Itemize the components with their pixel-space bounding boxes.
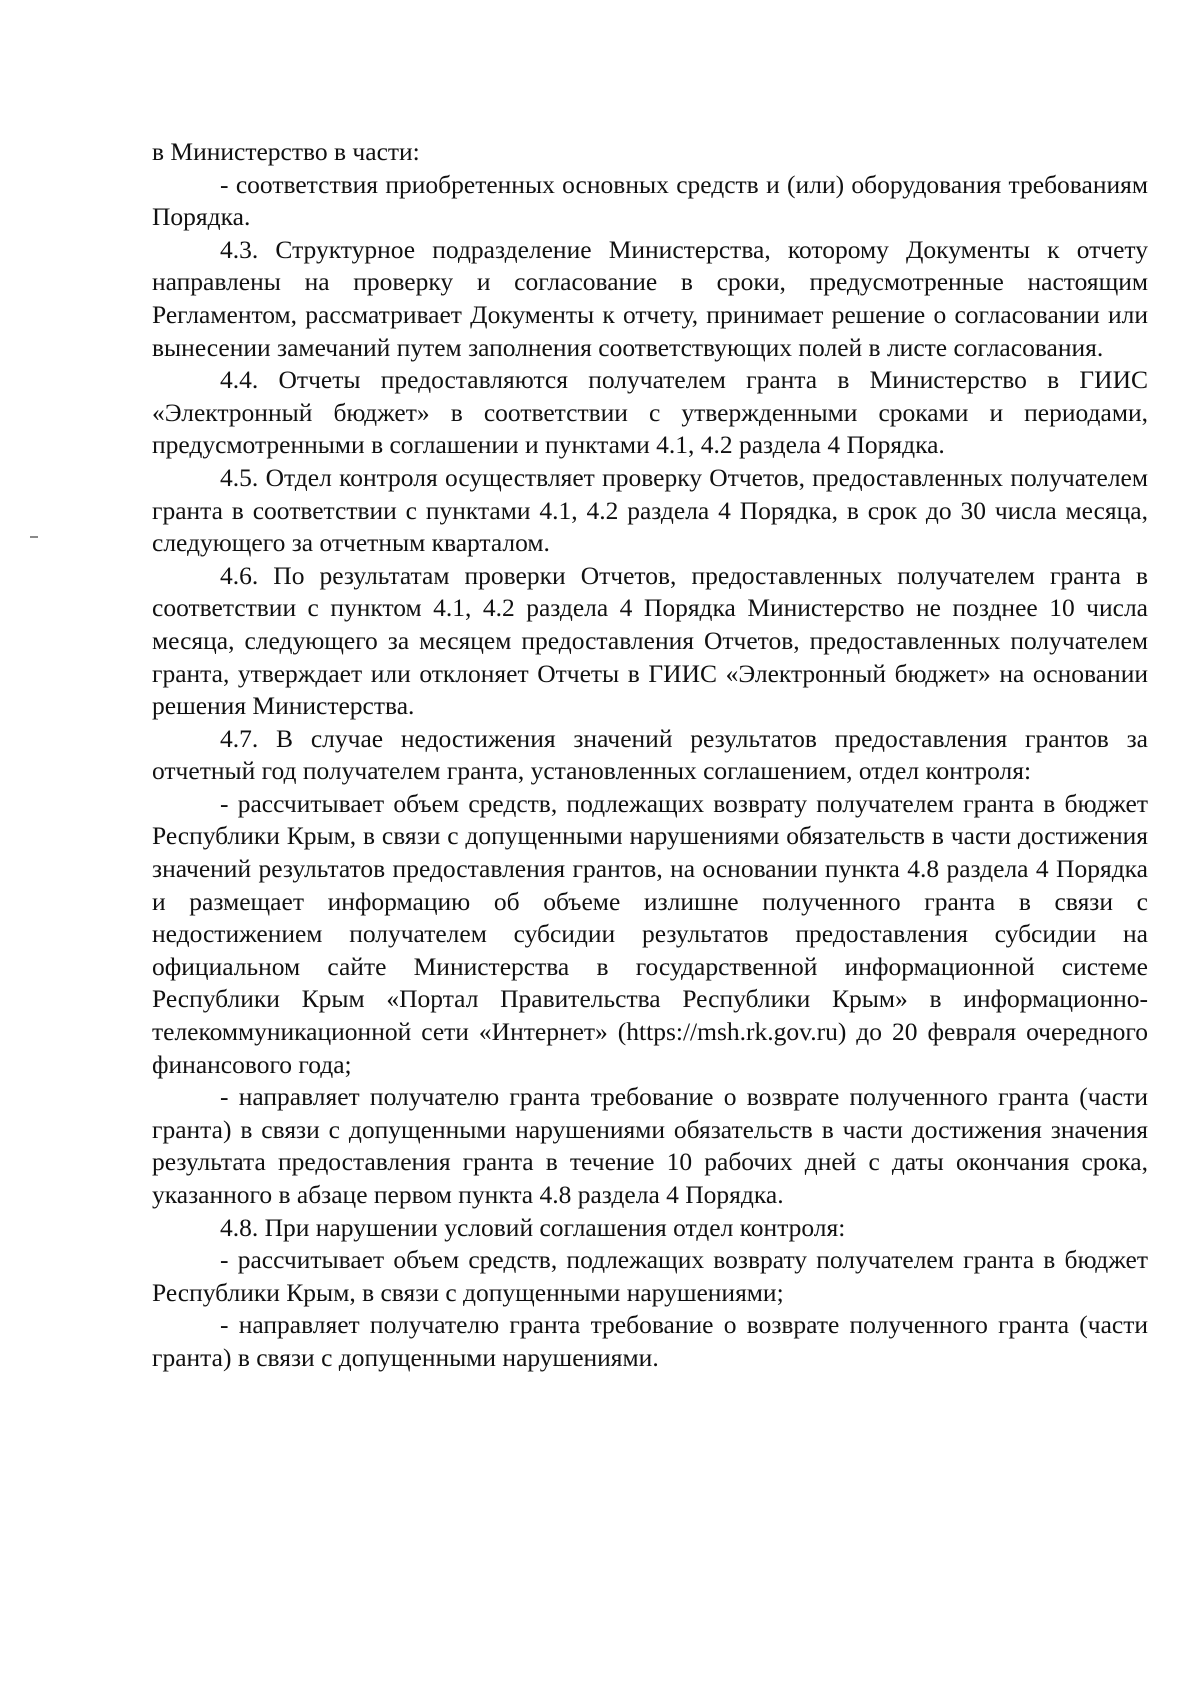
paragraph-4-8: 4.8. При нарушении условий соглашения отдел контроля: [220,1212,846,1242]
paragraph-4-8-requirement: - направляет получателю гранта требование о возврате полученного гранта (части гранта) в связи с допущенными нарушениями. [152,1310,1148,1372]
paragraph-4-7: 4.7. В случае недостижения значений результатов предоставления грантов за отчетный год получателем гранта, установленных соглашением, отдел контроля: [152,723,1148,786]
paragraph-equipment-compliance: - соответствия приобретенных основных средств и (или) оборудования требованиям Порядка. [152,169,1148,232]
paragraph-4-4: 4.4. Отчеты предоставляются получателем гранта в Министерство в ГИИС «Электронный бюджет» в соответствии с утвержденными сроками и периодами, предусмотренными в соглашении и пунктами 4.1, 4.2 раздела 4 Порядка. [152,365,1148,460]
paragraph-4-8-calculation: - рассчитывает объем средств, подлежащих возврату получателем гранта в бюджет Республики Крым, в связи с допущенными нарушениями; [152,1245,1148,1307]
document-body [152,136,1148,1375]
paragraph-4-7-calculation: - рассчитывает объем средств, подлежащих возврату получателем гранта в бюджет Республики Крым, в связи с допущенными нарушениями обязательств в части достижения значений результатов предоставления грантов, на основании пункта 4.8 раздела 4 Порядка и размещает информацию об объеме излишне полученного гранта в связи с недостижением получателем субсидии результатов предоставления субсидии на официальном сайте Министерства в государственной информационной системе Республики Крым «Портал Правительства Республики Крым» в информационно-телекоммуникационной сети «Интернет» (https://msh.rk.gov.ru) до 20 февраля очередного финансового года; [152,788,1148,1079]
paragraph-4-6: 4.6. По результатам проверки Отчетов, предоставленных получателем гранта в соответствии с пунктом 4.1, 4.2 раздела 4 Порядка Министерство не позднее 10 числа месяца, следующего за месяцем предоставления Отчетов, предоставленных получателем гранта, утверждает или отклоняет Отчеты в ГИИС «Электронный бюджет» на основании решения Министерства. [152,560,1148,721]
paragraph-4-5: 4.5. Отдел контроля осуществляет проверку Отчетов, предоставленных получателем гранта в соответствии с пунктами 4.1, 4.2 раздела 4 Порядка, в срок до 30 числа месяца, следующего за отчетным кварталом. [152,462,1148,558]
paragraph-ministry-part: в Министерство в части: [152,137,420,166]
paragraph-4-7-requirement: - направляет получателю гранта требование о возврате полученного гранта (части гранта) в связи с допущенными нарушениями обязательств в части достижения значения результата предоставления гранта в течение 10 рабочих дней с даты окончания срока, указанного в абзаце первом пункта 4.8 раздела 4 Порядка. [152,1082,1148,1209]
scan-artifact-mark [30,536,38,538]
paragraph-4-3: 4.3. Структурное подразделение Министерства, которому Документы к отчету направлены на проверку и согласование в сроки, предусмотренные настоящим Регламентом, рассматривает Документы к отчету, принимает решение о согласовании или вынесении замечаний путем заполнения соответствующих полей в листе согласования. [152,234,1148,362]
